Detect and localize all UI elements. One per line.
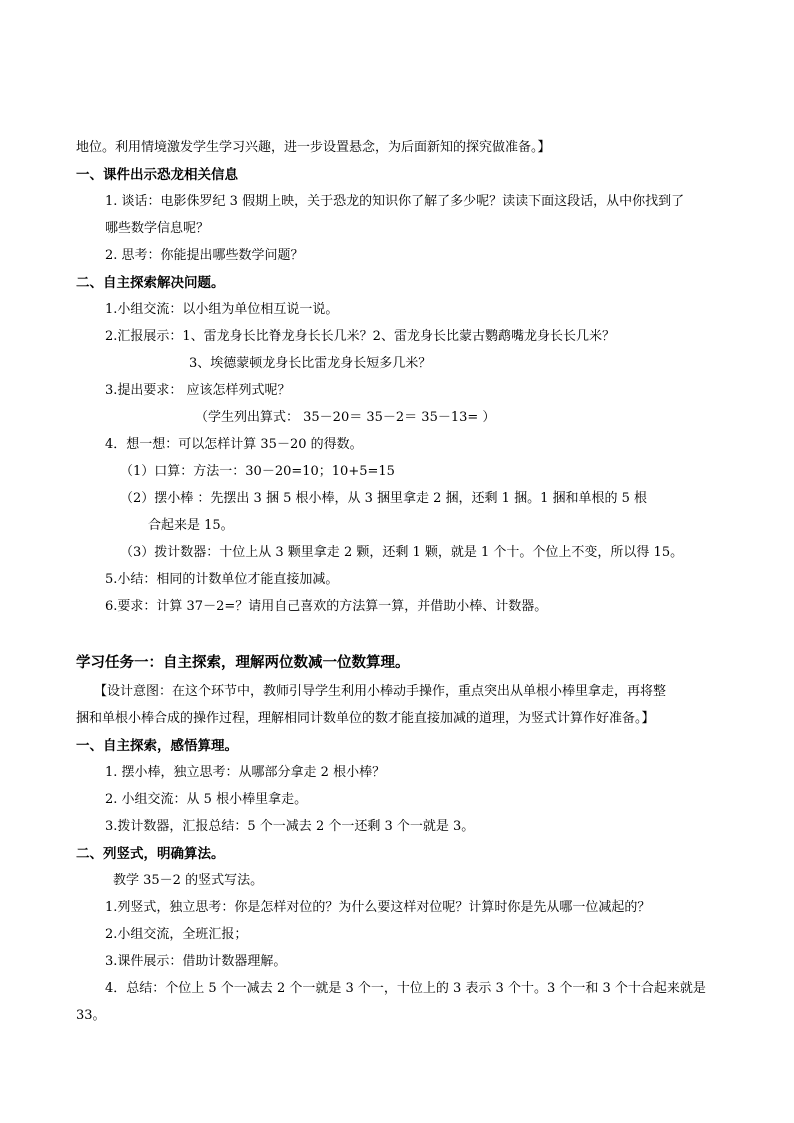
formula-line: （学生列出算式： 35－20＝ 35－2＝ 35－13= ） — [195, 410, 496, 425]
paragraph-line: 3.拨计数器，汇报总结：5 个一减去 2 个一还剩 3 个一就是 3。 — [105, 819, 475, 834]
paragraph-line: 1.列竖式，独立思考：你是怎样对位的？为什么要这样对位呢？计算时你是先从哪一位减起的？ — [105, 900, 651, 915]
paragraph-line: 2.小组交流，全班汇报； — [105, 927, 248, 942]
paragraph-line: 3、埃德蒙顿龙身长比雷龙身长短多几米？ — [189, 356, 432, 371]
paragraph-line: 2. 小组交流：从 5 根小棒里拿走。 — [105, 792, 308, 807]
paragraph-line: 6.要求：计算 37－2=？请用自己喜欢的方法算一算，并借助小棒、计数器。 — [105, 599, 548, 614]
paragraph-line: 合起来是 15。 — [148, 518, 234, 533]
paragraph-line: 5.小结：相同的计数单位才能直接加减。 — [105, 572, 339, 587]
paragraph-line: （2）摆小棒 ：先摆出 3 捆 5 根小棒，从 3 捆里拿走 2 捆，还剩 1 捆。1 捆和单根的 5 根 — [120, 491, 648, 506]
section-heading-3: 一、自主探索，感悟算理。 — [76, 738, 238, 754]
paragraph-line: 3.提出要求： 应该怎样列式呢？ — [105, 383, 291, 398]
paragraph-line: 4．想一想：可以怎样计算 35－20 的得数。 — [105, 437, 363, 452]
design-intent-line: 捆和单根小棒合成的操作过程，理解相同计数单位的数才能直接加减的道理，为竖式计算作好准备。】 — [76, 711, 655, 726]
paragraph-line: 3.课件展示：借助计数器理解。 — [105, 954, 287, 969]
paragraph-line: （1）口算：方法一：30－20=10；10+5=15 — [120, 464, 395, 479]
paragraph-line: 哪些数学信息呢？ — [105, 221, 210, 236]
intro-continuation: 地位。利用情境激发学生学习兴趣，进一步设置悬念，为后面新知的探究做准备。】 — [76, 140, 551, 155]
design-intent-line: 【设计意图：在这个环节中，教师引导学生利用小棒动手操作，重点突出从单根小棒里拿走，再将整 — [94, 684, 667, 699]
paragraph-line: （3）拨计数器：十位上从 3 颗里拿走 2 颗，还剩 1 颗，就是 1 个十。个位上不变，所以得 15。 — [120, 545, 684, 560]
paragraph-line: 1.小组交流：以小组为单位相互说一说。 — [105, 302, 339, 317]
section-heading-4: 二、列竖式，明确算法。 — [76, 846, 225, 862]
section-heading-1: 一、课件出示恐龙相关信息 — [76, 167, 238, 183]
paragraph-line: 2.汇报展示：1、雷龙身长比脊龙身长长几米？2、雷龙身长比蒙古鹦鹉嘴龙身长长几米？ — [105, 329, 615, 344]
learning-task-heading: 学习任务一：自主探索，理解两位数减一位数算理。 — [76, 654, 410, 671]
paragraph-line: 4．总结：个位上 5 个一减去 2 个一就是 3 个一，十位上的 3 表示 3 个十。3 个一和 3 个十合起来就是 — [105, 981, 706, 996]
paragraph-line: 1. 摆小棒，独立思考：从哪部分拿走 2 根小棒？ — [105, 765, 386, 780]
paragraph-line: 1. 谈话：电影侏罗纪 3 假期上映，关于恐龙的知识你了解了多少呢？读读下面这段话，从中你找到了 — [105, 194, 685, 209]
paragraph-line: 教学 35－2 的竖式写法。 — [113, 873, 264, 888]
section-heading-2: 二、自主探索解决问题。 — [76, 275, 225, 291]
paragraph-line: 2. 思考：你能提出哪些数学问题？ — [105, 248, 304, 263]
paragraph-line: 33。 — [76, 1008, 106, 1023]
